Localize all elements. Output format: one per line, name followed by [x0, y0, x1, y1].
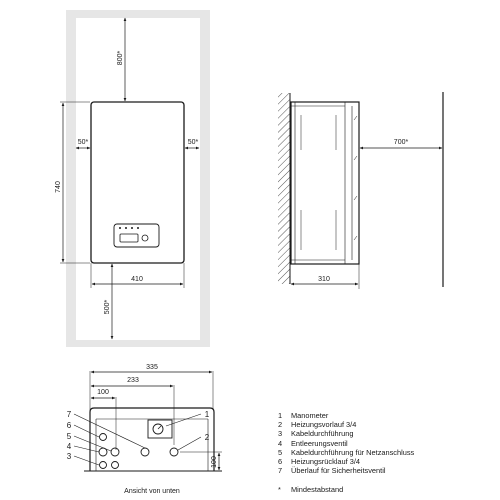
dim-label-top: 800* — [117, 50, 124, 66]
legend-text: Heizungsvorlauf 3/4 — [291, 420, 357, 430]
leader-line-4 — [74, 446, 99, 452]
connection-center — [141, 448, 149, 456]
bottom-view-caption: Ansicht von unten — [124, 488, 180, 495]
legend-text: Entleerungsventil — [291, 438, 348, 448]
legend-text: Kabeldurchführung für Netzanschluss — [291, 447, 415, 457]
dim-label-335: 335 — [146, 364, 158, 371]
cable-entry — [112, 462, 119, 469]
callout-6: 6 — [66, 421, 72, 430]
front-view — [55, 10, 210, 347]
manometer-needle — [158, 426, 161, 429]
dim-label-height: 740 — [55, 181, 62, 193]
indicator-dot — [131, 227, 133, 229]
drain-valve — [100, 462, 107, 469]
connection-flow — [170, 448, 178, 456]
callout-5: 5 — [66, 432, 72, 441]
boiler-body-front — [91, 102, 184, 263]
dim-label-width: 410 — [131, 276, 143, 283]
legend-number: 5 — [278, 447, 283, 457]
legend-text: Heizungsrücklauf 3/4 — [291, 457, 361, 467]
connection-overflow — [100, 434, 107, 441]
callout-2: 2 — [204, 433, 210, 442]
legend-text: Überlauf für Sicherheitsventil — [291, 466, 386, 476]
legend-text: Manometer — [291, 411, 329, 420]
leader-line-5 — [74, 436, 111, 451]
dim-label-100-vertical: 100 — [211, 456, 218, 468]
dim-label-left-clearance: 50* — [77, 139, 89, 146]
legend-number: 7 — [278, 466, 283, 476]
boiler-bottom-outline — [90, 408, 214, 471]
callout-4: 4 — [66, 442, 72, 451]
note-text: Mindestabstand — [291, 485, 344, 495]
dim-label-bottom: 500* — [104, 299, 111, 315]
legend-item — [278, 448, 414, 457]
legend-number: 1 — [278, 411, 283, 420]
note-mark: * — [278, 485, 281, 495]
dim-label-clearance: 700* — [393, 139, 409, 146]
bottom-view — [67, 364, 222, 495]
legend — [278, 411, 414, 495]
legend-item — [278, 457, 414, 466]
legend-note — [278, 485, 414, 494]
dim-label-100-horizontal: 100 — [97, 389, 109, 396]
legend-item — [278, 429, 414, 438]
cable-entry-mains — [111, 448, 119, 456]
legend-item — [278, 411, 414, 420]
legend-number: 2 — [278, 420, 283, 430]
legend-text: Kabeldurchführung — [291, 429, 354, 439]
dim-label-233: 233 — [127, 377, 139, 384]
callout-7: 7 — [66, 410, 72, 419]
manometer-housing — [148, 420, 172, 438]
leader-line-2 — [178, 437, 201, 450]
legend-item — [278, 439, 414, 448]
callout-1: 1 — [204, 410, 210, 419]
legend-item — [278, 466, 414, 475]
dim-label-right-clearance: 50* — [187, 139, 199, 146]
indicator-dot — [119, 227, 121, 229]
indicator-dot — [137, 227, 139, 229]
leader-line-3 — [74, 456, 99, 465]
leader-line-6 — [74, 425, 99, 437]
wall-hatch — [278, 93, 290, 284]
legend-number: 6 — [278, 457, 283, 467]
legend-item — [278, 420, 414, 429]
dim-label-depth: 310 — [318, 276, 330, 283]
legend-number: 3 — [278, 429, 283, 439]
callout-3: 3 — [66, 452, 72, 461]
indicator-dot — [125, 227, 127, 229]
legend-number: 4 — [278, 438, 283, 448]
side-view — [278, 92, 443, 289]
